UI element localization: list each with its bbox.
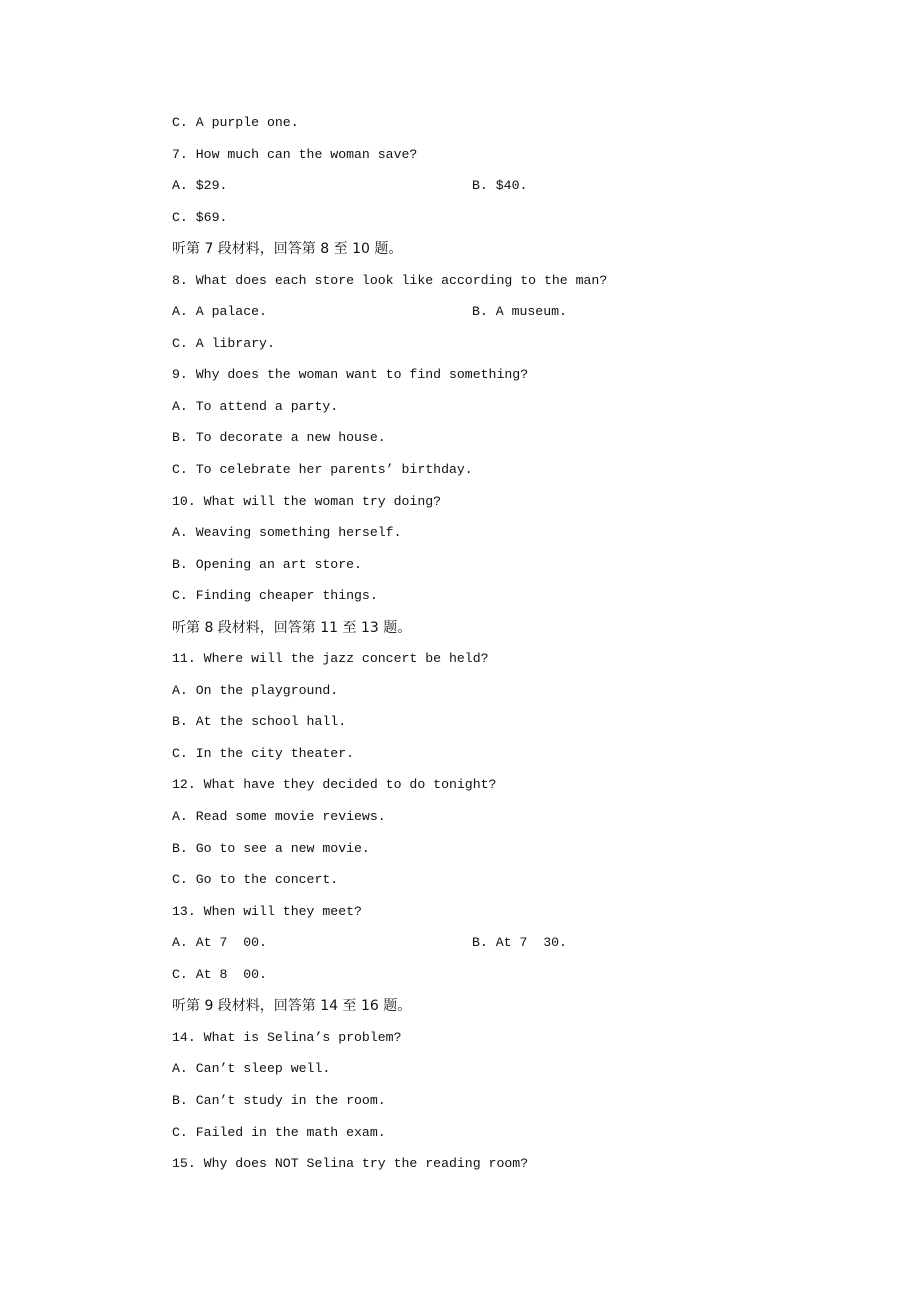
line-text: 8. What does each store look like according to the man? bbox=[172, 272, 608, 288]
line-text: 11. Where will the jazz concert be held? bbox=[172, 651, 489, 667]
document-line bbox=[172, 964, 792, 996]
line-text: C. Finding cheaper things. bbox=[172, 588, 378, 604]
document-line bbox=[172, 743, 792, 775]
line-text: B. Go to see a new movie. bbox=[172, 840, 370, 856]
line-text: 10. What will the woman try doing? bbox=[172, 493, 442, 509]
document-line bbox=[172, 459, 792, 491]
document-line bbox=[172, 1122, 792, 1154]
document-line bbox=[172, 333, 792, 365]
line-text: 12. What have they decided to do tonight? bbox=[172, 777, 497, 793]
line-text: A. Weaving something herself. bbox=[172, 525, 402, 541]
document-line bbox=[172, 427, 792, 459]
line-text: A. A palace. bbox=[172, 304, 267, 320]
document-line bbox=[172, 364, 792, 396]
line-text: B. Opening an art store. bbox=[172, 556, 362, 572]
document-page bbox=[172, 112, 792, 1185]
line-text: C. Go to the concert. bbox=[172, 872, 339, 888]
line-text: 听第 9 段材料，回答第 14 至 16 题。 bbox=[172, 998, 412, 1015]
document-line bbox=[172, 112, 792, 144]
line-text: A. On the playground. bbox=[172, 682, 339, 698]
document-line bbox=[172, 869, 792, 901]
section-instruction bbox=[172, 238, 792, 270]
document-line bbox=[172, 932, 792, 964]
line-text: 13. When will they meet? bbox=[172, 903, 362, 919]
document-line bbox=[172, 1153, 792, 1185]
line-text: C. In the city theater. bbox=[172, 745, 355, 761]
document-line bbox=[172, 806, 792, 838]
document-line bbox=[172, 1027, 792, 1059]
line-text: 15. Why does NOT Selina try the reading room? bbox=[172, 1156, 529, 1172]
line-text: 9. Why does the woman want to find something? bbox=[172, 367, 529, 383]
document-line bbox=[172, 396, 792, 428]
line-text: B. To decorate a new house. bbox=[172, 430, 386, 446]
line-text: C. $69. bbox=[172, 209, 228, 225]
line-text: A. Can’t sleep well. bbox=[172, 1061, 331, 1077]
option-b-text: B. A museum. bbox=[472, 304, 567, 320]
document-line bbox=[172, 585, 792, 617]
section-instruction bbox=[172, 995, 792, 1027]
document-line bbox=[172, 270, 792, 302]
line-text: 14. What is Selina’s problem? bbox=[172, 1029, 402, 1045]
document-line bbox=[172, 301, 792, 333]
document-line bbox=[172, 838, 792, 870]
document-line bbox=[172, 554, 792, 586]
document-line bbox=[172, 144, 792, 176]
line-text: C. A purple one. bbox=[172, 115, 299, 130]
option-b-text: B. At 7 30. bbox=[472, 935, 567, 951]
line-text: A. $29. bbox=[172, 178, 228, 194]
line-text: C. At 8 00. bbox=[172, 966, 267, 982]
document-line bbox=[172, 1090, 792, 1122]
section-instruction bbox=[172, 617, 792, 649]
document-line bbox=[172, 175, 792, 207]
document-line bbox=[172, 522, 792, 554]
line-text: B. Can’t study in the room. bbox=[172, 1092, 386, 1108]
line-text: C. A library. bbox=[172, 335, 275, 351]
option-b-text: B. $40. bbox=[472, 178, 528, 194]
line-text: A. Read some movie reviews. bbox=[172, 809, 386, 825]
document-line bbox=[172, 1058, 792, 1090]
line-text: 听第 8 段材料，回答第 11 至 13 题。 bbox=[172, 619, 412, 636]
document-line bbox=[172, 711, 792, 743]
line-text: A. To attend a party. bbox=[172, 398, 339, 414]
document-line bbox=[172, 207, 792, 239]
line-text: C. Failed in the math exam. bbox=[172, 1124, 386, 1140]
document-line bbox=[172, 901, 792, 933]
line-text: B. At the school hall. bbox=[172, 714, 347, 730]
line-text: 7. How much can the woman save? bbox=[172, 146, 418, 162]
line-text: C. To celebrate her parents’ birthday. bbox=[172, 462, 473, 478]
document-line bbox=[172, 491, 792, 523]
line-text: 听第 7 段材料，回答第 8 至 10 题。 bbox=[172, 241, 403, 258]
document-line bbox=[172, 648, 792, 680]
line-text: A. At 7 00. bbox=[172, 935, 267, 951]
document-line bbox=[172, 774, 792, 806]
document-line bbox=[172, 680, 792, 712]
